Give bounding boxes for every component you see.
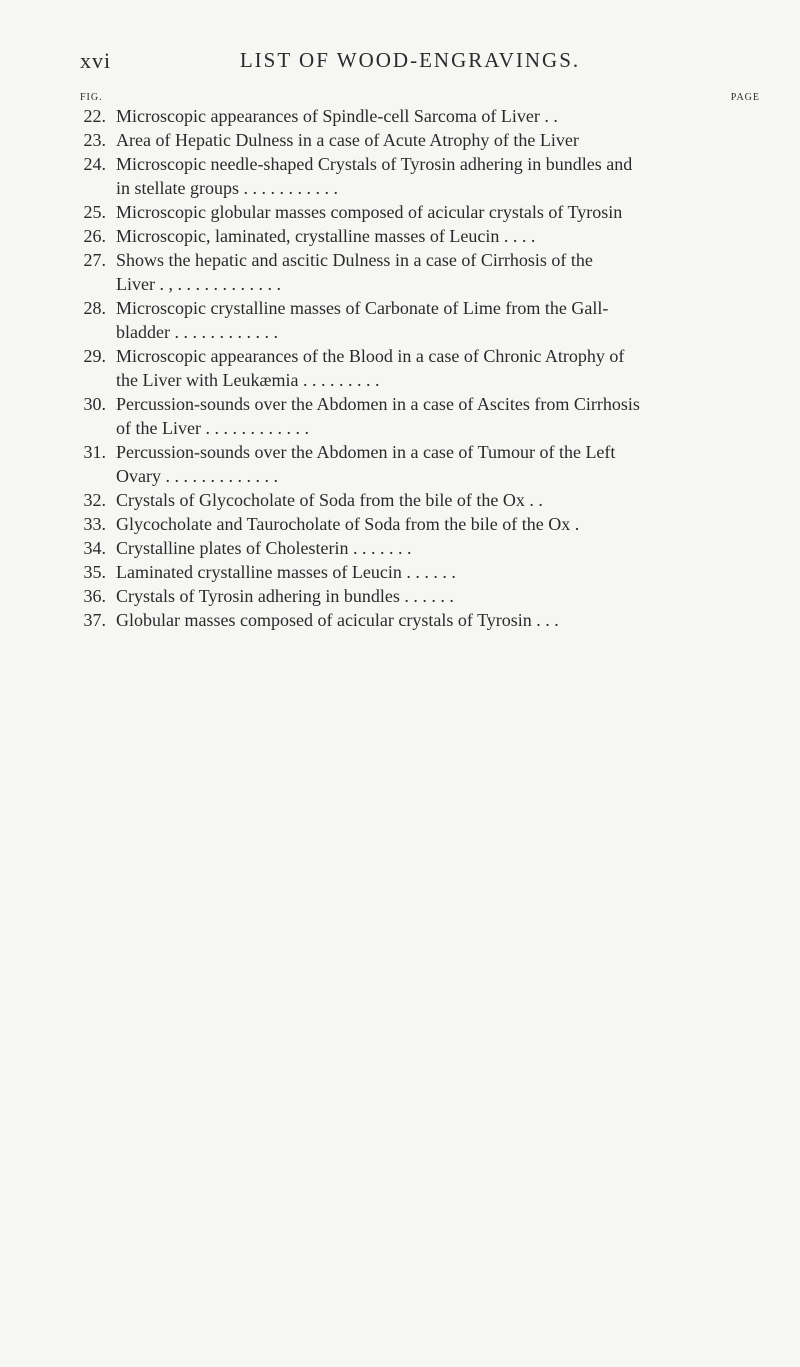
entry-title [80, 344, 760, 392]
figure-number: 22. [83, 106, 106, 126]
figure-number: 31. [83, 442, 106, 462]
entry-title [80, 224, 760, 248]
entry-title-line: Microscopic appearances of the Blood in a case of Chronic Atrophy of [116, 346, 625, 366]
entry-title [80, 584, 760, 608]
entry-title [80, 560, 760, 584]
list-item [80, 296, 760, 344]
entry-title-line: Microscopic crystalline masses of Carbonate of Lime from the Gall- [116, 298, 609, 318]
page-column-heading: PAGE [730, 92, 760, 103]
figure-number: 29. [83, 346, 106, 366]
entry-title [80, 536, 760, 560]
figure-number: 24. [83, 154, 106, 174]
entry-title [80, 296, 760, 344]
list-item [80, 344, 760, 392]
figure-number: 28. [83, 298, 106, 318]
page-title: LIST OF WOOD-ENGRAVINGS. [239, 48, 581, 72]
list-item [80, 152, 760, 200]
list-item [80, 392, 760, 440]
entry-title-line: Area of Hepatic Dulness in a case of Acute Atrophy of the Liver [116, 130, 579, 150]
figure-number: 37. [83, 610, 106, 630]
entry-title-line: Glycocholate and Taurocholate of Soda from the bile of the Ox . [116, 514, 580, 534]
entry-title-line: Crystals of Tyrosin adhering in bundles . . . . . . [116, 586, 454, 606]
entry-title-line: Shows the hepatic and ascitic Dulness in a case of Cirrhosis of the [116, 250, 593, 270]
list-item [80, 560, 760, 584]
entry-title [80, 200, 760, 224]
entry-title [80, 440, 760, 488]
list-item [80, 248, 760, 296]
entry-title [80, 608, 760, 632]
list-item [80, 224, 760, 248]
entry-title-line: Percussion-sounds over the Abdomen in a case of Ascites from Cirrhosis [116, 394, 640, 414]
entry-title [80, 152, 760, 200]
figure-number: 25. [83, 202, 106, 222]
figure-number: 36. [83, 586, 106, 606]
list-item [80, 440, 760, 488]
entry-title-line: Microscopic needle-shaped Crystals of Tyrosin adhering in bundles and [116, 154, 633, 174]
entry-title-line: Crystals of Glycocholate of Soda from the bile of the Ox . . [116, 490, 543, 510]
figure-number: 35. [83, 562, 106, 582]
entry-title-line: Microscopic, laminated, crystalline masses of Leucin . . . . [116, 226, 536, 246]
entry-title-line: Percussion-sounds over the Abdomen in a case of Tumour of the Left [116, 442, 616, 462]
list-item [80, 104, 760, 128]
entry-title-line: Liver . , . . . . . . . . . . . . [116, 274, 281, 294]
entry-title-line: in stellate groups . . . . . . . . . . . [116, 178, 338, 198]
entry-title [80, 512, 760, 536]
list-item [80, 536, 760, 560]
list-item [80, 512, 760, 536]
figure-number: 30. [83, 394, 106, 414]
entry-title-line: of the Liver . . . . . . . . . . . . [116, 418, 309, 438]
entry-title [80, 392, 760, 440]
figure-number: 34. [83, 538, 106, 558]
fig-column-heading: FIG. [80, 92, 103, 103]
list-item [80, 128, 760, 152]
running-header [80, 48, 740, 78]
entry-title-line: Microscopic appearances of Spindle-cell Sarcoma of Liver . . [116, 106, 558, 126]
entry-title [80, 128, 760, 152]
list-item [80, 584, 760, 608]
page-reference [714, 0, 760, 632]
entry-title-line: the Liver with Leukæmia . . . . . . . . . [116, 370, 380, 390]
figure-number: 33. [83, 514, 106, 534]
entry-title [80, 488, 760, 512]
engravings-list [80, 104, 760, 632]
entry-title [80, 248, 760, 296]
entry-title-line: bladder . . . . . . . . . . . . [116, 322, 278, 342]
entry-title [80, 104, 760, 128]
entry-title-line: Laminated crystalline masses of Leucin . . . . . . [116, 562, 456, 582]
figure-number: 32. [83, 490, 106, 510]
entry-title-line: Crystalline plates of Cholesterin . . . . . . . [116, 538, 412, 558]
list-item [80, 608, 760, 632]
figure-number: 23. [83, 130, 106, 150]
list-item [80, 200, 760, 224]
figure-number: 26. [83, 226, 106, 246]
list-item [80, 488, 760, 512]
entry-title-line: Globular masses composed of acicular crystals of Tyrosin . . . [116, 610, 559, 630]
figure-number: 27. [83, 250, 106, 270]
entry-title-line: Microscopic globular masses composed of acicular crystals of Tyrosin [116, 202, 623, 222]
page-number: xvi [80, 48, 112, 73]
entry-title-line: Ovary . . . . . . . . . . . . . [116, 466, 278, 486]
